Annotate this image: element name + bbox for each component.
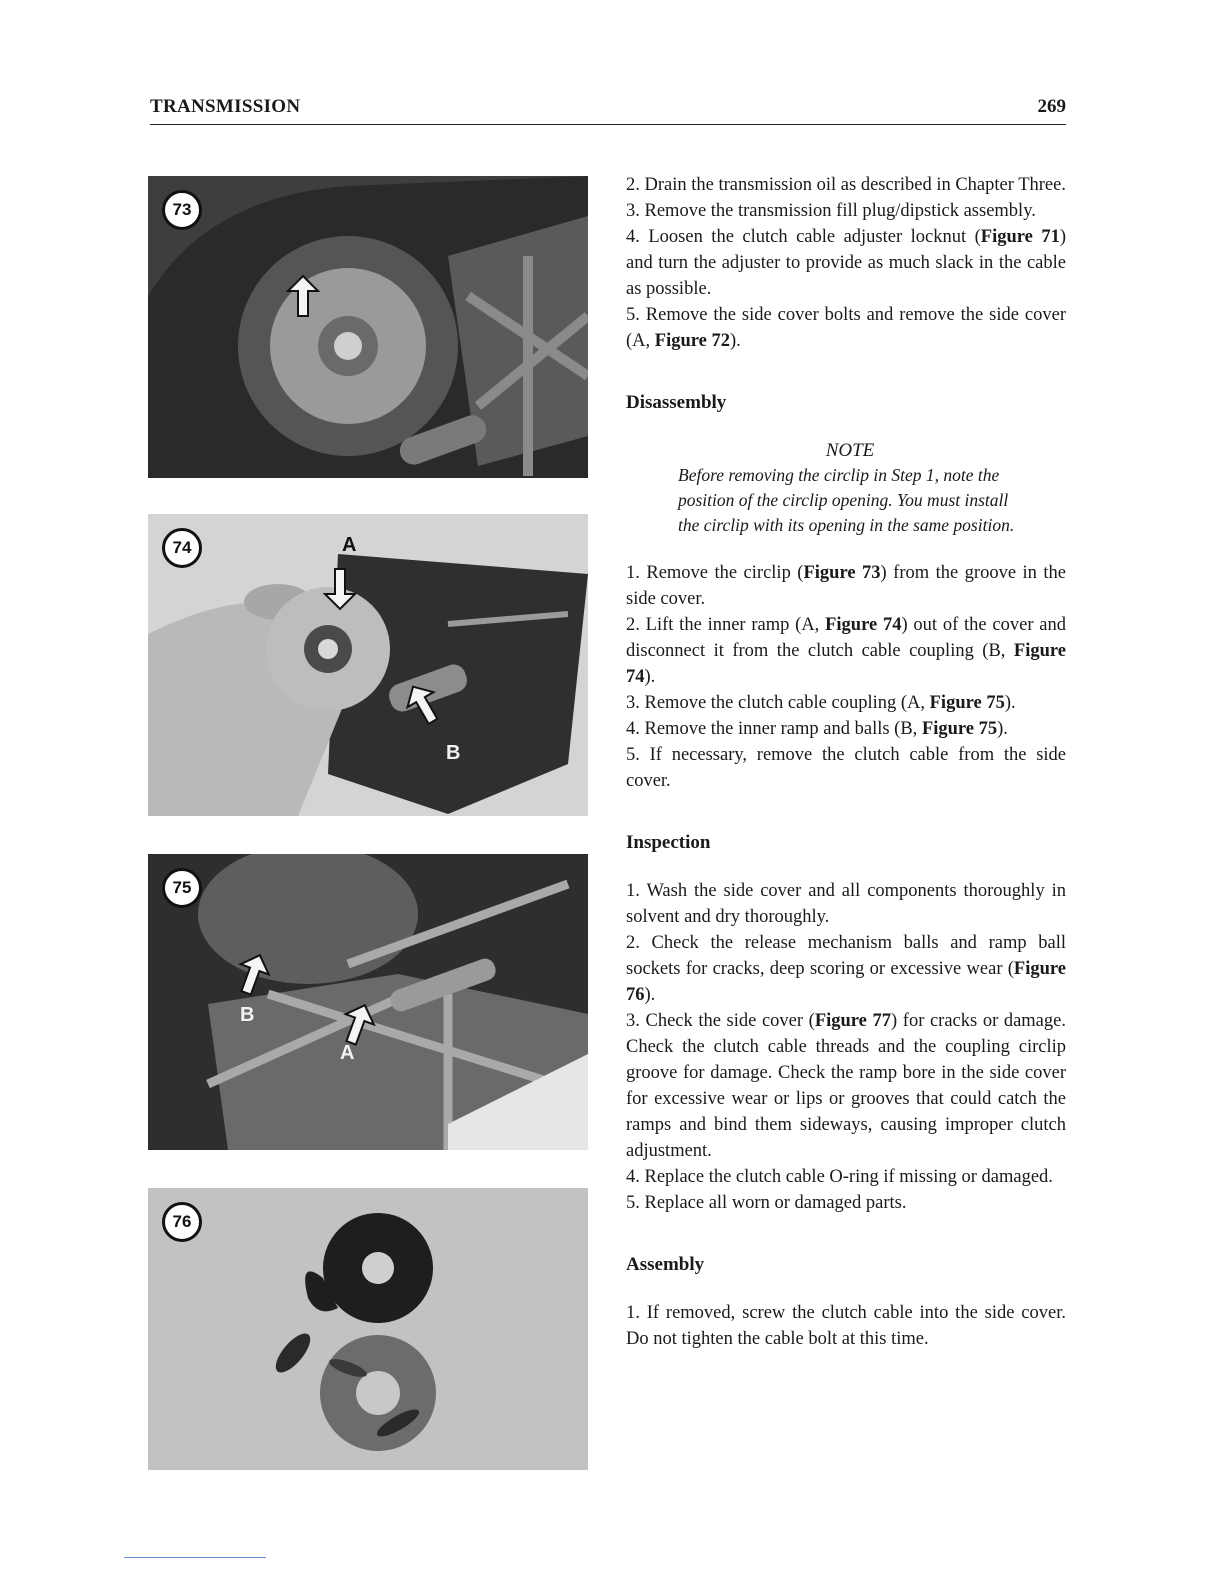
step-paragraph: 1. If removed, screw the clutch cable into the side cover. Do not tighten the cable bolt at this time.	[626, 1303, 1066, 1349]
step-paragraph: 2. Check the release mechanism balls and ramp ball sockets for cracks, deep scoring or excessive wear (Figure 76).	[626, 933, 1066, 1005]
section-heading-disassembly: Disassembly	[626, 392, 727, 413]
step-paragraph: 4. Remove the inner ramp and balls (B, Figure 75).	[626, 719, 1008, 739]
step-paragraph: 1. Remove the circlip (Figure 73) from the groove in the side cover.	[626, 563, 1066, 609]
step-paragraph: 2. Drain the transmission oil as described in Chapter Three.	[626, 175, 1066, 195]
footer-rule	[124, 1557, 266, 1558]
figure-76-image	[148, 1188, 588, 1470]
step-paragraph: 3. Remove the transmission fill plug/dipstick assembly.	[626, 201, 1036, 221]
step-paragraph: 2. Lift the inner ramp (A, Figure 74) out of the cover and disconnect it from the clutch cable coupling (B, Figure 74).	[626, 615, 1067, 687]
step-paragraph: 3. Remove the clutch cable coupling (A, Figure 75).	[626, 693, 1016, 713]
callout-a: A	[340, 1042, 355, 1064]
note-box	[678, 438, 1022, 538]
figure-number-badge: 74	[162, 528, 202, 568]
figure-number-badge: 76	[162, 1202, 202, 1242]
body-text-column	[626, 172, 1066, 1352]
inspection-steps	[626, 878, 1066, 1216]
figure-73-image	[148, 176, 588, 478]
callout-a: A	[342, 534, 357, 556]
figure-74-image	[148, 514, 588, 816]
section-heading-inspection: Inspection	[626, 832, 711, 853]
step-paragraph: 4. Loosen the clutch cable adjuster locknut (Figure 71) and turn the adjuster to provide as much slack in the cable as possible.	[626, 227, 1066, 299]
page-number: 269	[1037, 96, 1066, 117]
figure-75-photo	[148, 854, 588, 1150]
intro-steps	[626, 172, 1066, 354]
section-heading-assembly: Assembly	[626, 1254, 705, 1275]
callout-b: B	[446, 742, 461, 764]
step-paragraph: 5. If necessary, remove the clutch cable from the side cover.	[626, 745, 1066, 791]
callout-b: B	[240, 1004, 255, 1026]
figure-number-badge: 75	[162, 868, 202, 908]
step-paragraph: 3. Check the side cover (Figure 77) for cracks or damage. Check the clutch cable threads and the coupling circlip groove for damage. Check the ramp bore in the side cover for excessive wear or lips or grooves that could catch the ramps and bind them sideways, causing improper clutch adjustment.	[626, 1011, 1066, 1161]
figure-76-photo	[148, 1188, 588, 1470]
note-text: Before removing the circlip in Step 1, note the position of the circlip opening. You must install the circlip with its opening in the same position.	[678, 465, 1015, 535]
step-paragraph: 5. Replace all worn or damaged parts.	[626, 1193, 907, 1213]
figure-74-photo	[148, 514, 588, 816]
step-paragraph: 1. Wash the side cover and all components thoroughly in solvent and dry thoroughly.	[626, 881, 1066, 927]
figure-73-photo	[148, 176, 588, 478]
assembly-steps	[626, 1300, 1066, 1352]
note-title: NOTE	[825, 440, 875, 461]
figure-75-image	[148, 854, 588, 1150]
figure-number-badge: 73	[162, 190, 202, 230]
step-paragraph: 5. Remove the side cover bolts and remove the side cover (A, Figure 72).	[626, 305, 1066, 351]
page-header	[150, 96, 1066, 125]
step-paragraph: 4. Replace the clutch cable O-ring if missing or damaged.	[626, 1167, 1053, 1187]
chapter-title: TRANSMISSION	[150, 96, 301, 117]
disassembly-steps	[626, 560, 1066, 794]
